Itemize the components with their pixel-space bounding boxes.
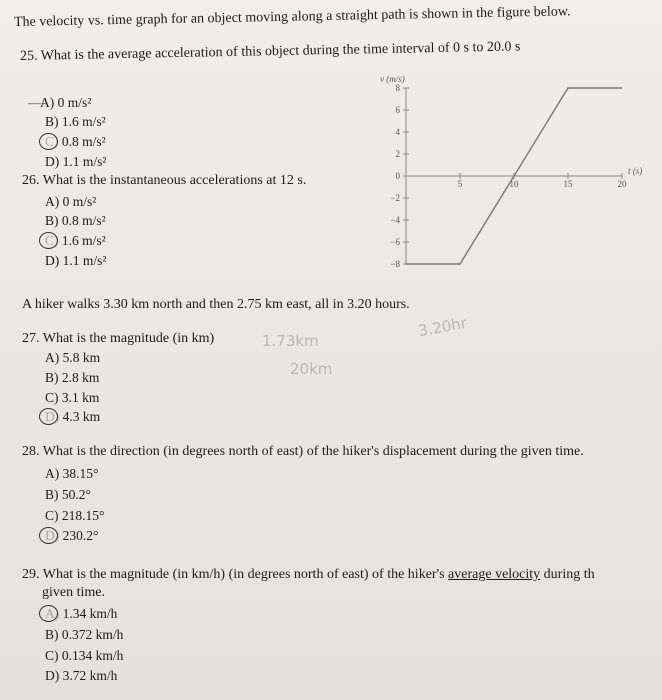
hiker-intro: A hiker walks 3.30 km north and then 2.75 km east, all in 3.20 hours. <box>22 297 410 312</box>
q26-prompt: 26. What is the instantaneous accelerations at 12 s. <box>22 173 307 188</box>
velocity-time-graph <box>360 70 662 270</box>
handwritten-note-2: 20km <box>290 360 333 378</box>
q25-option-d: D) 1.1 m/s² <box>45 154 107 169</box>
y-axis-label: v (m/s) <box>380 74 405 84</box>
x-tick-label: 20 <box>617 179 627 189</box>
q25-option-a: — A) 0 m/s² <box>28 95 92 110</box>
q29-option-b: B) 0.372 km/h <box>45 627 124 642</box>
graph-intro: The velocity vs. time graph for an object moving along a straight path is shown in the figure below. <box>13 4 571 30</box>
y-tick-label: 2 <box>395 149 400 159</box>
q28-option-b: B) 50.2° <box>45 487 91 502</box>
x-tick-label: 15 <box>563 179 573 189</box>
check-mark-icon: — <box>28 95 41 110</box>
q26-option-a: A) 0 m/s² <box>45 194 97 209</box>
q25-option-c: C) 0.8 m/s² <box>45 133 106 150</box>
q29-prompt-line2: given time. <box>42 585 105 600</box>
q25-prompt: 25. What is the average acceleration of this object during the time interval of 0 s to 20.0 s <box>19 39 521 64</box>
q27-option-c: C) 3.1 km <box>45 390 100 405</box>
q26-option-d: D) 1.1 m/s² <box>45 253 107 268</box>
y-tick-label: 0 <box>395 171 400 181</box>
q27-option-d: D) 4.3 km <box>45 408 100 425</box>
q27-prompt: 27. What is the magnitude (in km) <box>22 331 215 346</box>
q28-option-a: A) 38.15° <box>45 466 99 481</box>
y-tick-label: 8 <box>395 83 400 93</box>
q28-option-d: D) 230.2° <box>45 527 98 544</box>
q28-prompt: 28. What is the direction (in degrees north of east) of the hiker's displacement during the given time. <box>22 444 584 459</box>
q26-option-c: C) 1.6 m/s² <box>45 232 106 249</box>
q25-option-b: B) 1.6 m/s² <box>45 114 106 129</box>
q29-prompt: 29. What is the magnitude (in km/h) (in degrees north of east) of the hiker's average velocity during th <box>22 567 595 582</box>
y-tick-label: 4 <box>395 127 400 137</box>
x-axis-label: t (s) <box>628 166 643 176</box>
x-tick-label: 5 <box>457 179 463 189</box>
q27-option-a: A) 5.8 km <box>45 350 101 365</box>
y-tick-label: −6 <box>390 237 400 247</box>
y-tick-label: −8 <box>390 259 400 269</box>
q26-option-b: B) 0.8 m/s² <box>45 213 106 228</box>
handwritten-note-1: 1.73km <box>262 332 319 350</box>
handwritten-note-3: 3.20hr <box>416 313 469 341</box>
x-tick-label: 10 <box>509 179 519 189</box>
y-tick-label: −4 <box>390 215 400 225</box>
q29-option-a: A) 1.34 km/h <box>45 605 117 622</box>
underlined-term: average velocity <box>448 567 541 582</box>
y-tick-label: −2 <box>390 193 400 203</box>
q29-option-d: D) 3.72 km/h <box>45 668 118 683</box>
q28-option-c: C) 218.15° <box>45 508 105 523</box>
y-tick-label: 6 <box>395 105 400 115</box>
q27-option-b: B) 2.8 km <box>45 370 100 385</box>
q29-option-c: C) 0.134 km/h <box>45 648 124 663</box>
